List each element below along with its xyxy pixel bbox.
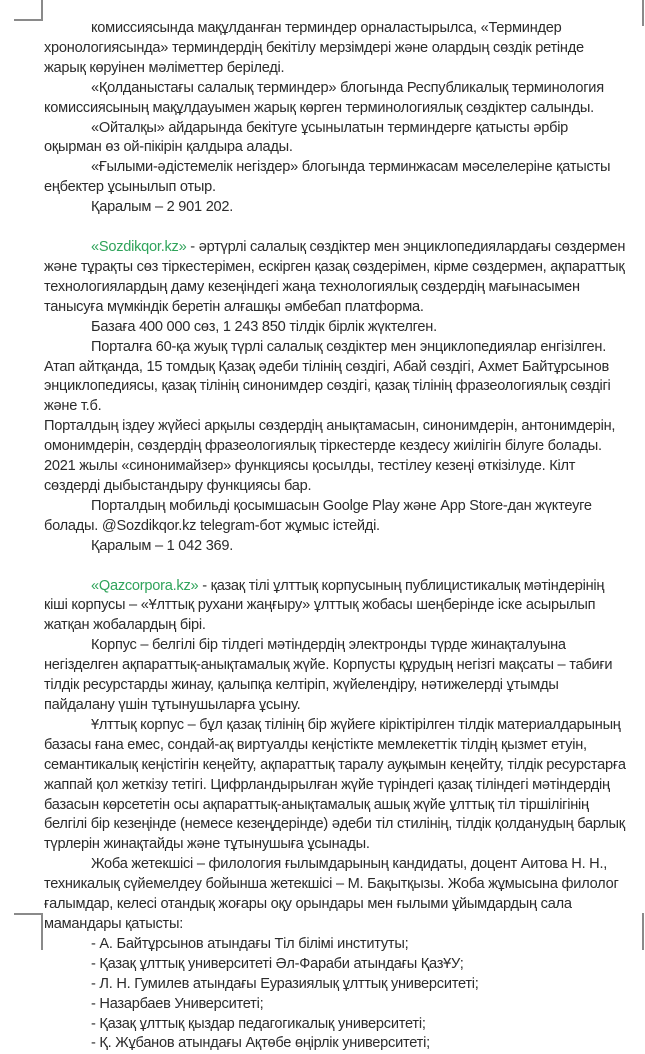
list-item: - Л. Н. Гумилев атындағы Еуразиялық ұлттық университеті;: [91, 975, 479, 992]
view-count: Қаралым – 2 901 202.: [91, 199, 234, 216]
crop-mark-bottom-left-horizontal: [14, 913, 43, 915]
paragraph: «Қолданыстағы салалық терминдер» блогында Республикалық терминология комиссиясының мақұлдауымен жарық көрген терминологиялық сөздіктер салынды.: [44, 79, 604, 116]
list-item: - А. Байтұрсынов атындағы Тіл білімі институты;: [91, 935, 409, 952]
crop-mark-top-right-vertical: [642, 0, 644, 26]
view-count: Қаралым – 1 042 369.: [91, 537, 234, 554]
paragraph: Корпус – белгілі бір тілдегі мәтіндердің электронды түрде жинақталуына негізделген ақпараттық-анықтамалық жүйе. Корпусты құрудың негізгі мақсаты – табиғи тілдік ресурстарды жинау, қалыпқа келтіріп, жүйелендіру, нәтижелерді ұтымды пайдалану үшін тұтынушыларға ұсыну.: [44, 637, 613, 713]
paragraph-text: - әртүрлі салалық сөздіктер мен энциклопедиялардағы сөздермен және тұрақты сөз тіркестерімен, ескірген қазақ сөздерімен, кірме сөздермен, ақпараттық технологиялардың даму кезеңіндегі жаңа технологиялық сөздердің мағынасымен танысуға мүмкіндік беретін алғашқы әмбебап платформа.: [44, 239, 626, 315]
spacer: [44, 218, 628, 238]
list-item: - Қазақ ұлттық қыздар педагогикалық университеті;: [91, 1015, 426, 1032]
paragraph: Жоба жетекшісі – филология ғылымдарының кандидаты, доцент Аитова Н. Н., техникалық сүйемелдеу бойынша жетекшісі – М. Бақытқызы. Жоба жұмысына филолог ғалымдар, келесі отандық жоғары оқу орындары мен ғылыми ұйымдардың сала мамандары қатысты:: [44, 856, 619, 932]
list-item: - Назарбаев Университеті;: [91, 995, 264, 1012]
paragraph-text: - қазақ тілі ұлттық корпусының публицистикалық мәтіндерінің кіші корпусы – «Ұлттық рухани жаңғыру» ұлттық жобасы шеңберінде іске асырылып жатқан жобалардың бірі.: [44, 577, 605, 634]
paragraph: Порталдың іздеу жүйесі арқылы сөздердің анықтамасын, синонимдерін, антонимдерін, омонимдерін, сөздердің фразеологиялық тіркестерде кездесу жиілігін білуге болады. 2021 жылы «синонимайзер» функциясы қосылды, тестілеу кезеңі өткізілуде. Кілт сөздерді дыбыстандыру функциясы бар.: [44, 418, 616, 494]
participant-list: [44, 935, 628, 1054]
sozdikqor-link[interactable]: «Sozdikqor.kz»: [91, 239, 187, 256]
list-item: - Қазақ ұлттық университеті Әл-Фараби атындағы ҚазҰУ;: [91, 955, 464, 972]
paragraph: [44, 238, 628, 318]
crop-mark-bottom-right-vertical: [642, 913, 644, 950]
paragraph: [44, 577, 628, 637]
crop-mark-bottom-left-vertical: [41, 913, 43, 950]
paragraph: Базаға 400 000 сөз, 1 243 850 тілдік бірлік жүктелген.: [91, 318, 437, 335]
qazcorpora-link[interactable]: «Qazcorpora.kz»: [91, 577, 199, 594]
paragraph: Ұлттық корпус – бұл қазақ тілінің бір жүйеге кіріктірілген тілдік материалдарының базасы ғана емес, сондай-ақ виртуалды кеңістікте мемлекеттік тілдің қызмет етуін, семантикалық кеңістігін кеңейту, ақпараттық таралу ауқымын кеңейту, тілдік ресурстарға жаппай қол жеткізу тетігі. Цифрландырылған жүйе түріндегі қазақ тіліндегі мәтіндердің базасын көрсететін осы ақпараттық-анықтамалық ашық жүйе ұлттық тіл тіршілігінің белгілі бір кезеңінде (немесе кезеңдерінде) әдеби тіл стилінің, тілдік қолданудың барлық түрлерін жинақтайды және тұтынушыға ұсынады.: [44, 716, 626, 853]
paragraph: Порталға 60-қа жуық түрлі салалық сөздіктер мен энциклопедиялар енгізілген. Атап айтқанда, 15 томдық Қазақ әдеби тілінің сөздігі, Абай сөздігі, Ахмет Байтұрсынов энциклопедиясы, қазақ тілінің синонимдер сөздігі, қазақ тілінің фразеологиялық сөздігі және т.б.: [44, 338, 611, 415]
paragraph: «Ғылыми-әдістемелік негіздер» блогында терминжасам мәселелеріне қатысты еңбектер ұсынылып отыр.: [44, 159, 611, 196]
spacer: [44, 557, 628, 577]
paragraph: «Ойталқы» айдарында бекітуге ұсынылатын терминдерге қатысты әрбір оқырман өз ой-пікірін қалдыра алады.: [44, 119, 569, 156]
crop-mark-top-left-horizontal: [14, 19, 43, 21]
paragraph: Порталдың мобильді қосымшасын Goolge Play және App Store-дан жүктеуге болады. @Sozdikqor.kz telegram-бот жұмыс істейді.: [44, 497, 592, 534]
paragraph: комиссиясында мақұлданған терминдер орналастырылса, «Терминдер хронологиясында» терминдердің бекітілу мерзімдері және олардың сөздік ретінде жарық көруінен мәліметтер беріледі.: [44, 20, 584, 76]
document-page: [44, 19, 628, 1054]
crop-mark-top-left-vertical: [41, 0, 43, 21]
list-item: - Қ. Жұбанов атындағы Ақтөбе өңірлік университеті;: [91, 1035, 430, 1052]
